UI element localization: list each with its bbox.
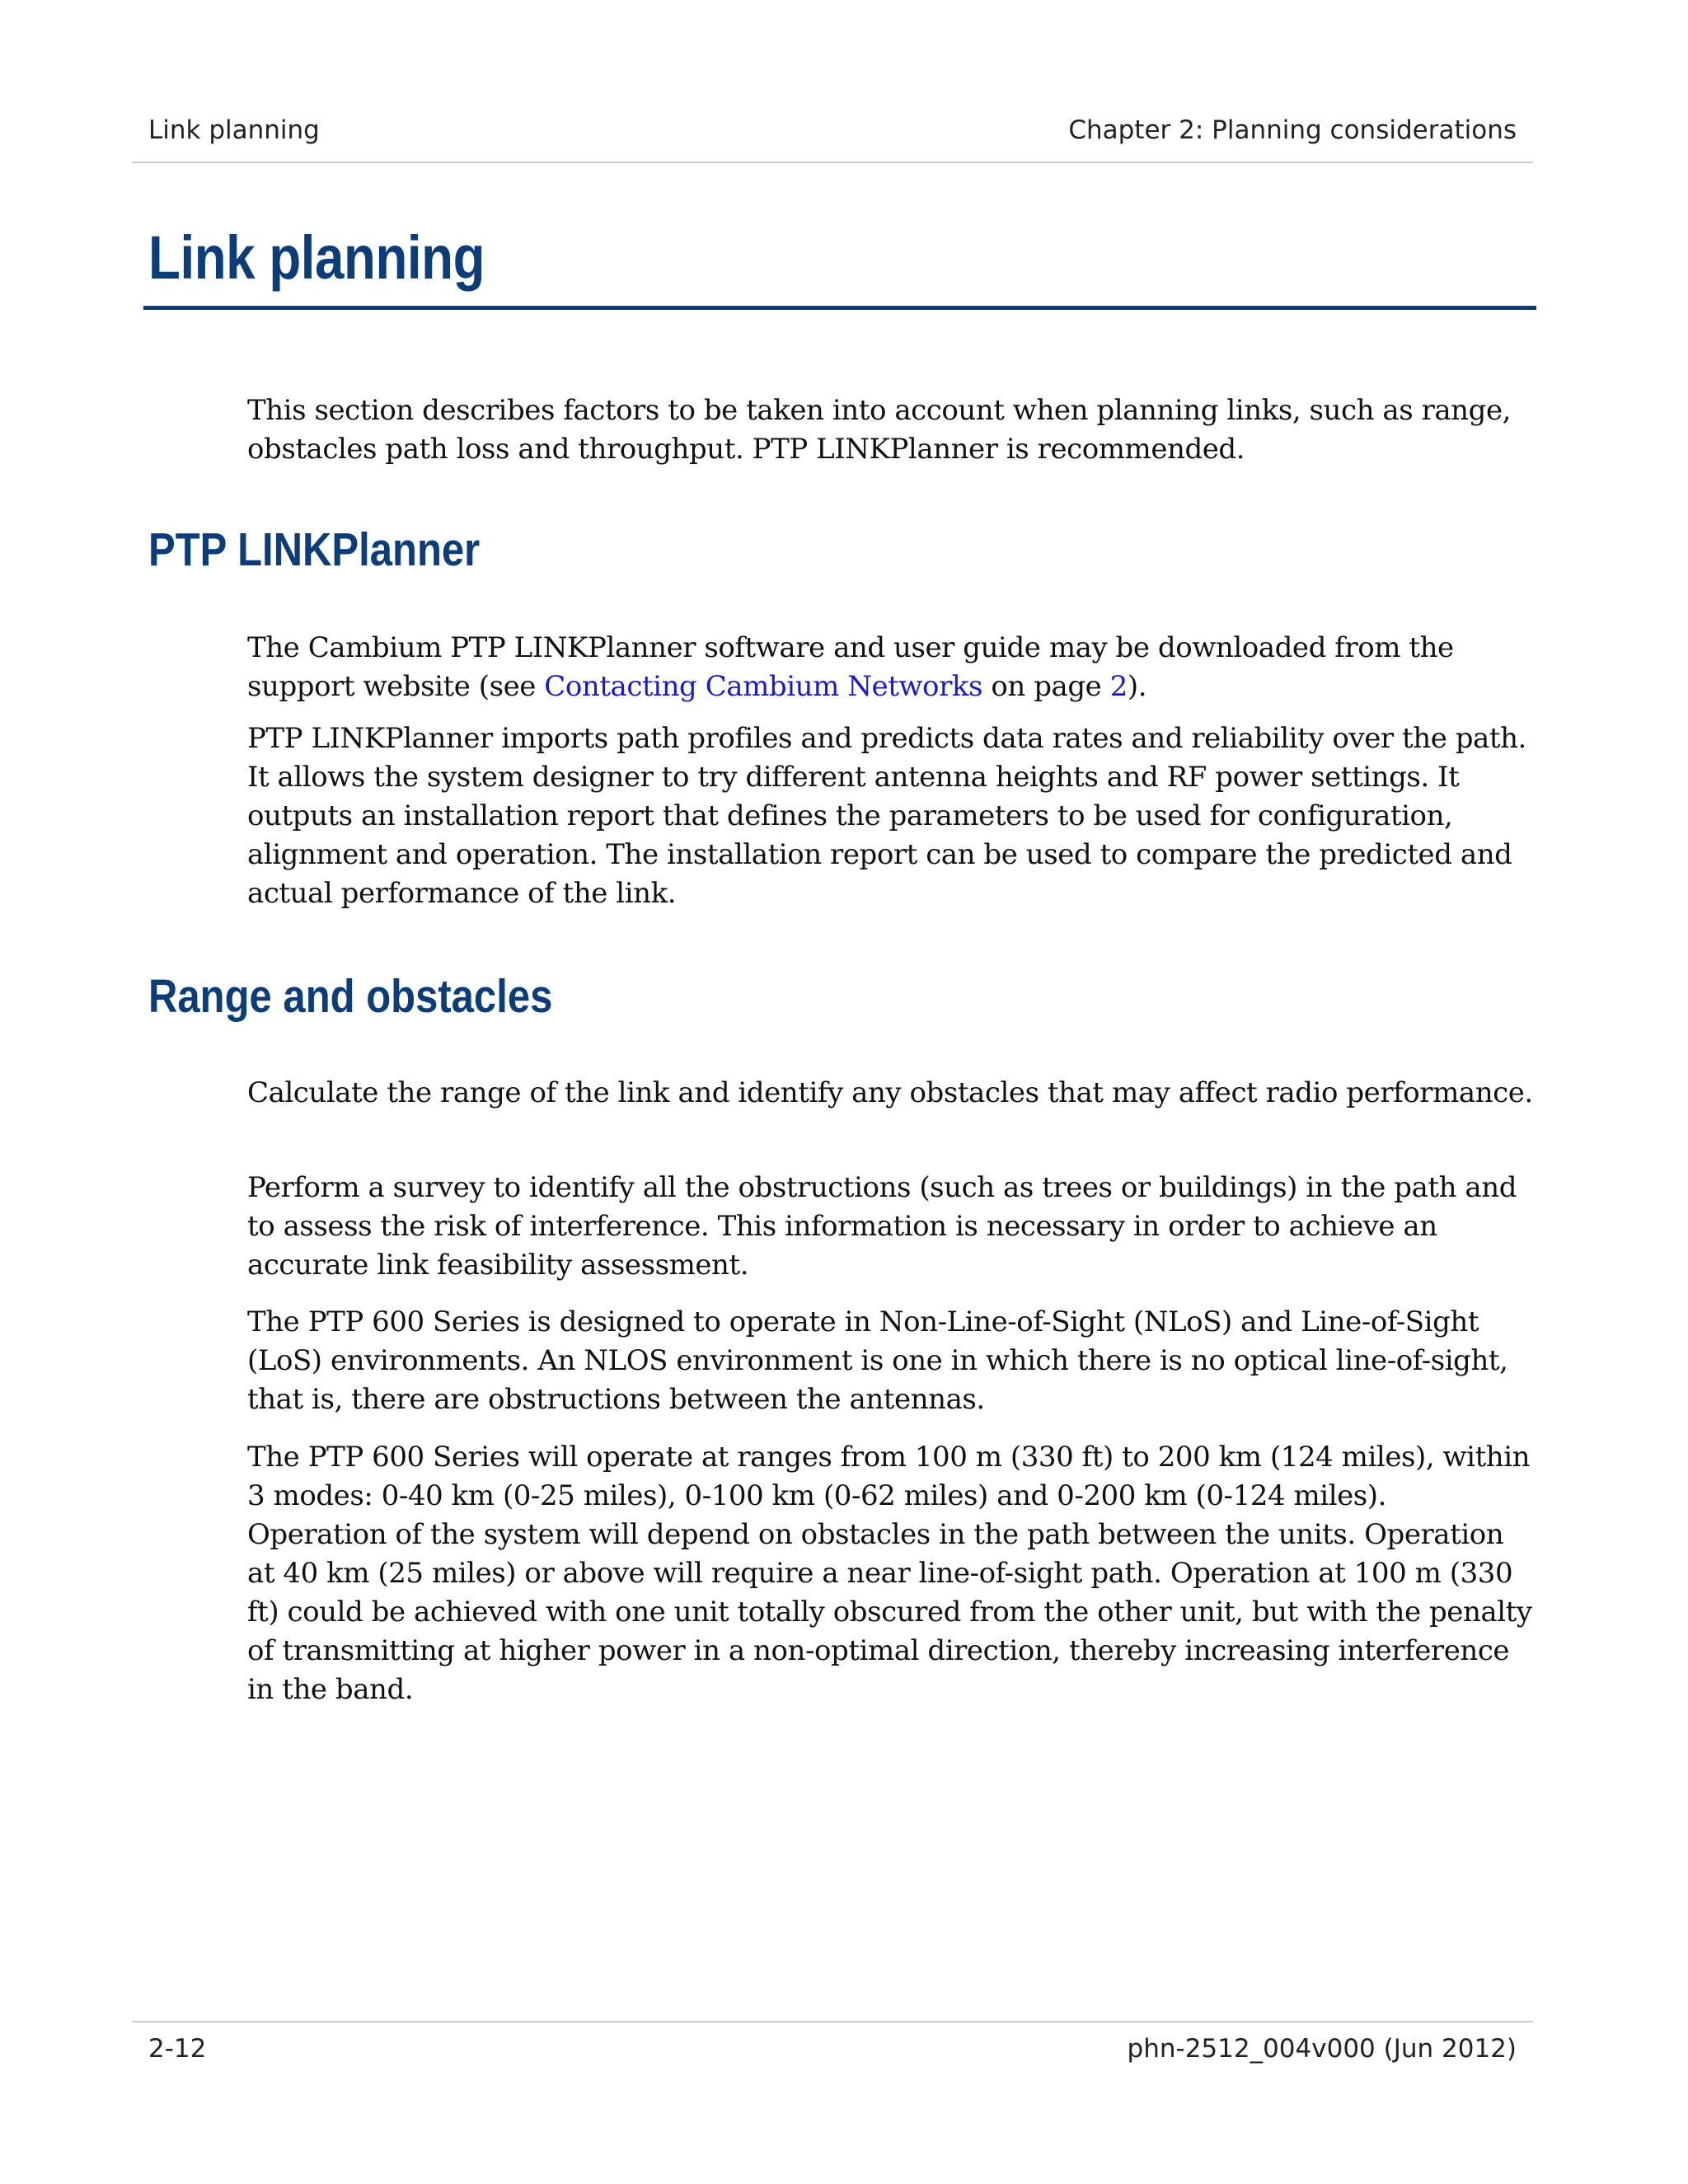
- text-run: on page: [982, 670, 1110, 703]
- linkplanner-paragraph-2: PTP LINKPlanner imports path profiles and predicts data rates and reliability over the path. It allows the system designer to try different antenna heights and RF power settings. It outputs an installation report that defines the parameters to be used for configuration, alignment and operation. The installation report can be used to compare the predicted and actual performance of the link.: [247, 722, 1526, 910]
- range-paragraph-3: The PTP 600 Series is designed to operate in Non-Line-of-Sight (NLoS) and Line-of-Sight (LoS) environments. An NLOS environment is one in which there is no optical line-of-sight, that is, there are obstructions between the antennas.: [247, 1305, 1508, 1416]
- contacting-cambium-link[interactable]: Contacting Cambium Networks: [544, 670, 983, 703]
- range-paragraph-2: Perform a survey to identify all the obstructions (such as trees or buildings) in the path and to assess the risk of interference. This information is necessary in order to achieve an accurate link feasibility assessment.: [247, 1171, 1517, 1282]
- title-rule: [143, 306, 1536, 310]
- page-number: 2-12: [148, 2034, 207, 2064]
- linkplanner-paragraph-1: [247, 629, 1533, 706]
- intro-paragraph: This section describes factors to be taken into account when planning links, such as range, obstacles path loss and throughput. PTP LINKPlanner is recommended.: [247, 394, 1511, 466]
- header-chapter-name: Chapter 2: Planning considerations: [1068, 115, 1517, 145]
- text-run: ).: [1127, 670, 1147, 703]
- page-reference-link[interactable]: 2: [1109, 670, 1128, 703]
- running-footer: [148, 2034, 1517, 2064]
- heading-range-and-obstacles: Range and obstacles: [148, 970, 553, 1023]
- heading-ptp-linkplanner: PTP LINKPlanner: [148, 523, 481, 576]
- running-header: [148, 115, 1517, 145]
- header-rule: [132, 162, 1533, 163]
- footer-rule: [132, 2021, 1533, 2022]
- document-id: phn-2512_004v000 (Jun 2012): [1127, 2034, 1517, 2064]
- range-paragraph-1: Calculate the range of the link and identify any obstacles that may affect radio performance.: [247, 1076, 1533, 1109]
- text-run: The Cambium PTP LINKPlanner software and user guide may be downloaded from the support website (see: [247, 631, 1454, 703]
- header-section-name: Link planning: [148, 115, 320, 145]
- page-title: Link planning: [148, 223, 485, 292]
- range-paragraph-4: The PTP 600 Series will operate at ranges from 100 m (330 ft) to 200 km (124 miles), within 3 modes: 0-40 km (0-25 miles), 0-100 km (0-62 miles) and 0-200 km (0-124 miles). Operation of the system will depend on obstacles in the path between the units. Operation at 40 km (25 miles) or above will require a near line-of-sight path. Operation at 100 m (330 ft) could be achieved with one unit totally obscured from the other unit, but with the penalty of transmitting at higher power in a non-optimal direction, thereby increasing interference in the band.: [247, 1441, 1532, 1706]
